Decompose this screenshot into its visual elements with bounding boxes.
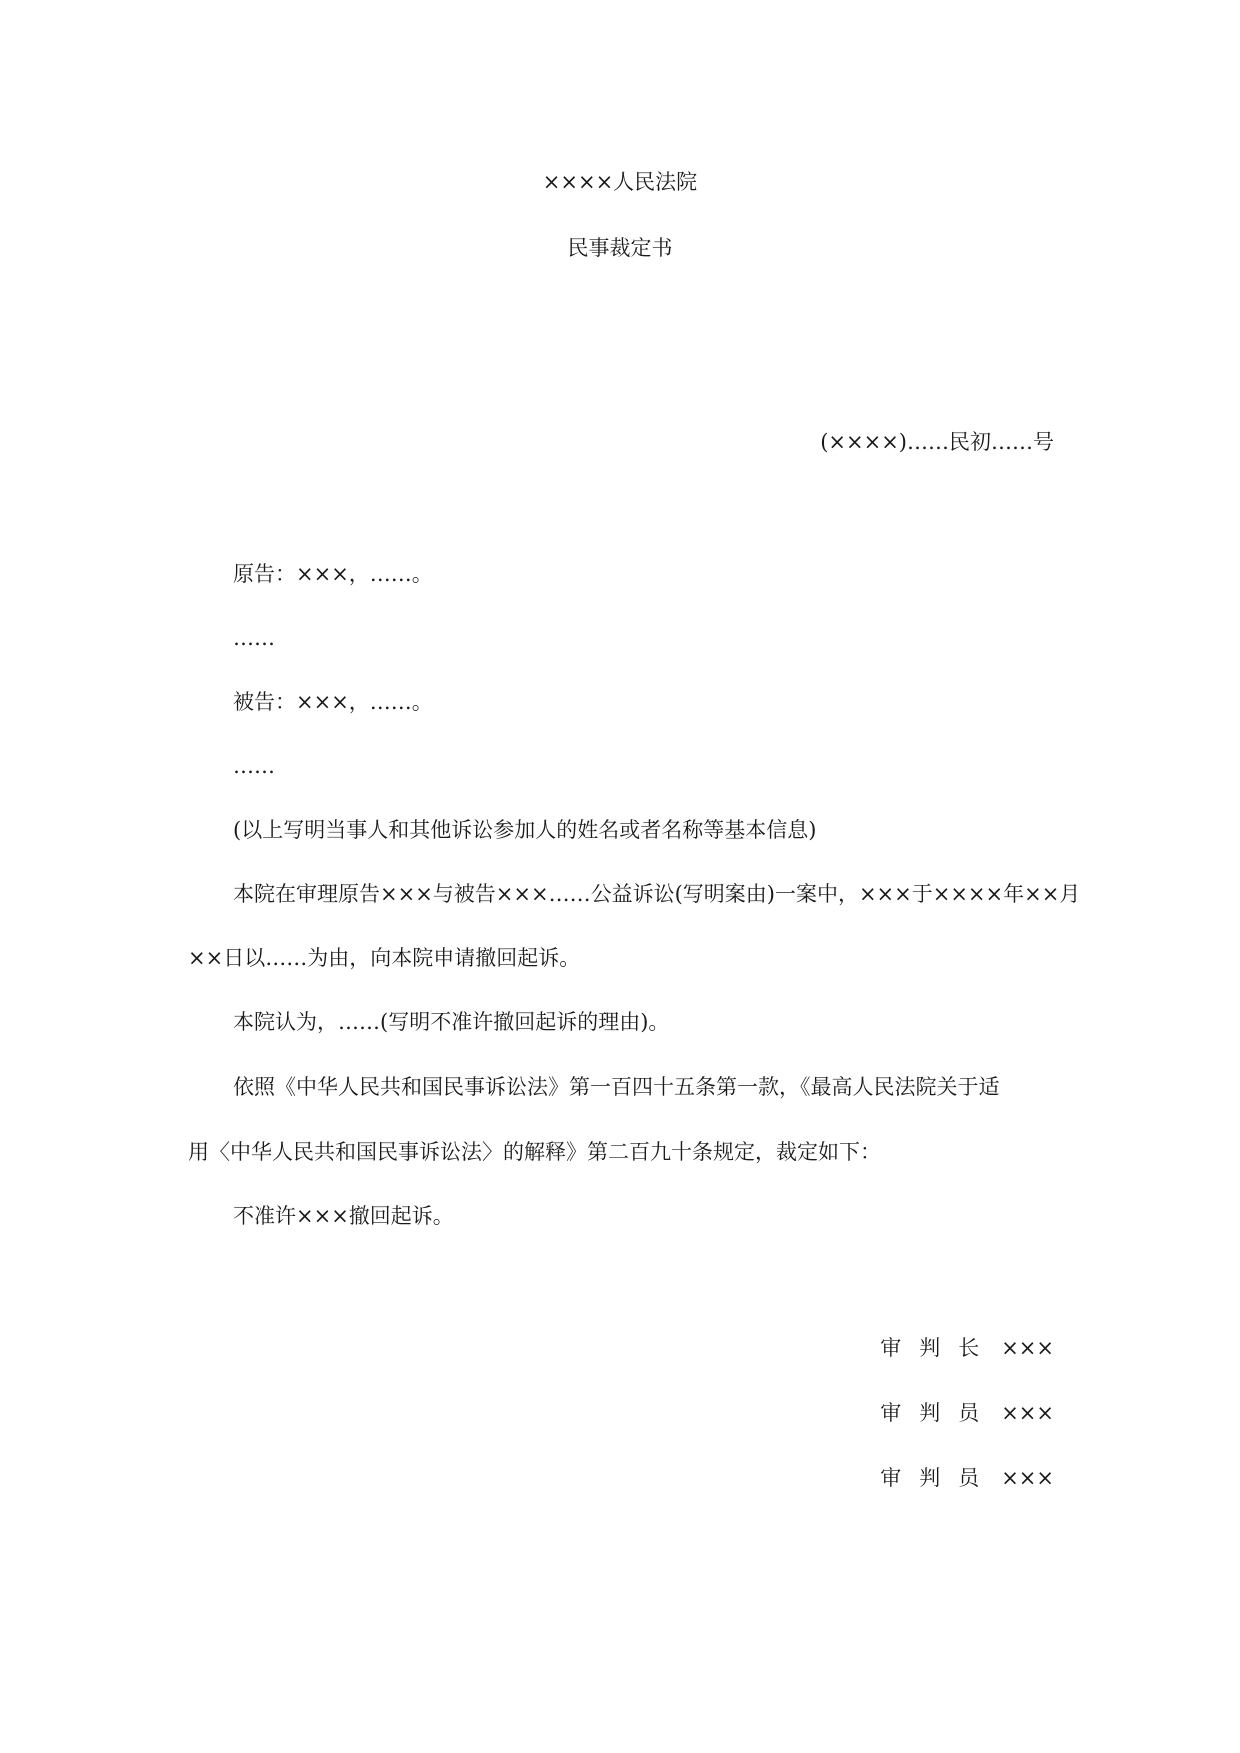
signature-judge-2 bbox=[880, 1464, 1054, 1492]
signature-role: 审判员 bbox=[880, 1466, 998, 1490]
party-defendant: 被告：×××，……。 bbox=[233, 690, 433, 714]
signature-role: 审判长 bbox=[880, 1336, 998, 1360]
party-note: (以上写明当事人和其他诉讼参加人的姓名或者名称等基本信息) bbox=[233, 818, 817, 842]
paragraph-legal-basis-line-2: 用〈中华人民共和国民事诉讼法〉的解释》第二百九十条规定，裁定如下： bbox=[188, 1140, 881, 1164]
signature-name: ××× bbox=[1001, 1401, 1054, 1425]
paragraph-case-line-2: ××日以……为由，向本院申请撤回起诉。 bbox=[188, 946, 581, 970]
party-ellipsis-1: …… bbox=[233, 626, 275, 650]
paragraph-case-line-1: 本院在审理原告×××与被告×××……公益诉讼(写明案由)一案中，×××于××××年××月 bbox=[233, 882, 1081, 906]
party-plaintiff: 原告：×××，……。 bbox=[233, 562, 433, 586]
ruling-text: 不准许×××撤回起诉。 bbox=[233, 1204, 454, 1228]
signature-role: 审判员 bbox=[880, 1401, 998, 1425]
party-ellipsis-2: …… bbox=[233, 754, 275, 778]
signature-presiding-judge bbox=[880, 1334, 1054, 1362]
signature-judge-1 bbox=[880, 1399, 1054, 1427]
document-title: 民事裁定书 bbox=[567, 236, 673, 260]
signature-name: ××× bbox=[1001, 1466, 1054, 1490]
case-number: (××××)……民初……号 bbox=[820, 430, 1054, 454]
signature-name: ××× bbox=[1001, 1336, 1054, 1360]
paragraph-legal-basis-line-1: 依照《中华人民共和国民事诉讼法》第一百四十五条第一款，《最高人民法院关于适 bbox=[233, 1075, 1000, 1099]
paragraph-court-opinion: 本院认为，……(写明不准许撤回起诉的理由)。 bbox=[233, 1010, 670, 1034]
court-name: ××××人民法院 bbox=[542, 170, 698, 194]
